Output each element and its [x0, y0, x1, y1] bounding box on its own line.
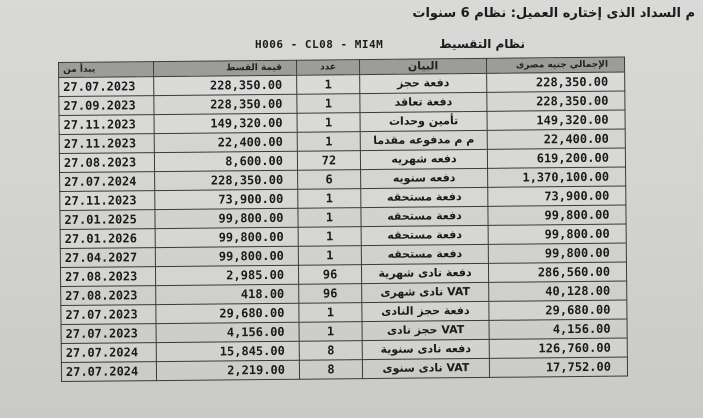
cell-start-date: 27.07.2024 [60, 172, 155, 192]
cell-statement: دفعة نادى شهرية [361, 263, 488, 283]
cell-statement: دفعه شهريه [360, 149, 487, 169]
cell-total: 228,350.00 [487, 91, 625, 111]
cell-statement: دفعة مستحقه [361, 187, 488, 207]
cell-start-date: 27.11.2023 [60, 191, 155, 211]
cell-total: 126,760.00 [489, 338, 627, 358]
cell-installment-value: 418.00 [156, 284, 299, 304]
plan-line [255, 37, 525, 51]
cell-total: 228,350.00 [487, 72, 625, 92]
col-count: عدد [296, 60, 359, 76]
cell-installment-value: 2,219.00 [156, 360, 299, 380]
cell-installment-value: 149,320.00 [154, 113, 297, 133]
cell-count: 1 [298, 189, 361, 209]
cell-count: 96 [299, 284, 362, 304]
cell-statement: دفعة تعاقد [360, 92, 487, 112]
cell-installment-value: 22,400.00 [154, 132, 297, 152]
cell-count: 1 [299, 303, 362, 323]
cell-total: 29,680.00 [489, 300, 627, 320]
cell-count: 8 [299, 341, 362, 361]
cell-count: 6 [298, 170, 361, 190]
cell-installment-value: 15,845.00 [156, 341, 299, 361]
cell-statement: دفعه نادى سنوية [362, 339, 489, 359]
cell-installment-value: 4,156.00 [156, 322, 299, 342]
cell-count: 8 [299, 360, 362, 380]
cell-count: 1 [298, 227, 361, 247]
installment-table [58, 57, 628, 382]
cell-count: 72 [297, 151, 360, 171]
cell-statement: دفعة حجز النادى [362, 301, 489, 321]
cell-total: 286,560.00 [488, 262, 626, 282]
cell-total: 17,752.00 [489, 357, 627, 377]
cell-installment-value: 228,350.00 [155, 170, 298, 190]
cell-count: 1 [298, 208, 361, 228]
col-statement: البيان [359, 58, 486, 74]
cell-total: 4,156.00 [489, 319, 627, 339]
cell-start-date: 27.01.2026 [60, 229, 155, 249]
cell-start-date: 27.07.2023 [61, 324, 156, 344]
cell-statement: VAT نادى سنوى [362, 358, 489, 378]
cell-count: 1 [299, 322, 362, 342]
col-total: الإجمالي جنيه مصرى [486, 57, 624, 73]
cell-count: 1 [297, 132, 360, 152]
cell-installment-value: 73,900.00 [155, 189, 298, 209]
cell-start-date: 27.07.2024 [61, 343, 156, 363]
cell-statement: دفعة حجز [360, 73, 487, 93]
cell-installment-value: 99,800.00 [155, 208, 298, 228]
cell-total: 1,370,100.00 [488, 167, 626, 187]
cell-statement: VAT حجز نادى [362, 320, 489, 340]
cell-statement: VAT نادى شهرى [362, 282, 489, 302]
cell-start-date: 27.11.2023 [59, 134, 154, 154]
installment-table-sheet [58, 57, 628, 412]
cell-start-date: 27.07.2023 [61, 305, 156, 325]
cell-total: 99,800.00 [488, 224, 626, 244]
cell-start-date: 27.11.2023 [59, 115, 154, 135]
cell-total: 40,128.00 [489, 281, 627, 301]
cell-start-date: 27.08.2023 [60, 267, 155, 287]
cell-start-date: 27.01.2025 [60, 210, 155, 230]
cell-total: 149,320.00 [487, 110, 625, 130]
cell-start-date: 27.07.2024 [61, 362, 156, 382]
cell-count: 1 [297, 75, 360, 95]
col-installment-value: قيمة القسط [154, 60, 297, 76]
plan-title: نظام التقسيط [439, 37, 525, 51]
cell-installment-value: 228,350.00 [154, 75, 297, 95]
cell-start-date: 27.08.2023 [61, 286, 156, 306]
cell-installment-value: 99,800.00 [155, 246, 298, 266]
cell-start-date: 27.07.2023 [59, 77, 154, 97]
cell-count: 1 [297, 113, 360, 133]
cell-installment-value: 99,800.00 [155, 227, 298, 247]
payment-system-line: م السداد الذى إختاره العميل: نظام 6 سنوات [412, 6, 695, 21]
cell-total: 619,200.00 [487, 148, 625, 168]
cell-total: 99,800.00 [488, 205, 626, 225]
cell-statement: دفعة مستحقه [361, 206, 488, 226]
cell-total: 99,800.00 [488, 243, 626, 263]
cell-installment-value: 2,985.00 [155, 265, 298, 285]
cell-statement: دفعة مستحقه [361, 244, 488, 264]
table-row [61, 357, 627, 381]
cell-total: 73,900.00 [488, 186, 626, 206]
cell-start-date: 27.04.2027 [60, 248, 155, 268]
plan-code: H006 - CL08 - MI4M [255, 37, 384, 51]
cell-total: 22,400.00 [487, 129, 625, 149]
cell-installment-value: 29,680.00 [156, 303, 299, 323]
page-header [412, 6, 695, 21]
cell-installment-value: 8,600.00 [154, 151, 297, 171]
cell-statement: تأمين وحدات [360, 111, 487, 131]
cell-count: 96 [298, 265, 361, 285]
cell-statement: م م مدفوعه مقدما [360, 130, 487, 150]
cell-installment-value: 228,350.00 [154, 94, 297, 114]
cell-start-date: 27.08.2023 [59, 153, 154, 173]
col-start-date: يبدأ من [59, 62, 154, 78]
cell-count: 1 [298, 246, 361, 266]
cell-count: 1 [297, 94, 360, 114]
cell-start-date: 27.09.2023 [59, 96, 154, 116]
cell-statement: دفعة مستحقه [361, 225, 488, 245]
cell-statement: دفعه سنويه [361, 168, 488, 188]
